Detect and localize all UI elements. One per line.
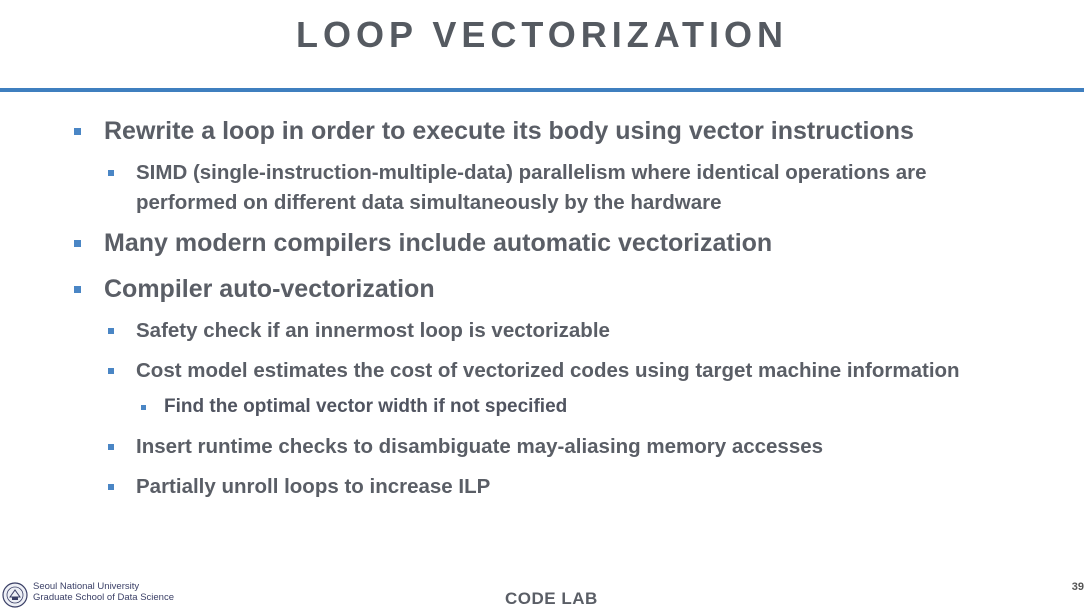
university-line-2: Graduate School of Data Science — [33, 592, 175, 603]
square-bullet-icon — [108, 328, 114, 334]
bullet-item — [70, 116, 1030, 146]
bullet-text: Cost model estimates the cost of vectorized codes using target machine information — [136, 359, 960, 382]
bullet-item — [70, 274, 1030, 304]
bullet-text: Insert runtime checks to disambiguate may-aliasing memory accesses — [136, 435, 824, 458]
bullet-text: Rewrite a loop in order to execute its body using vector instructions — [104, 117, 914, 145]
square-bullet-icon — [108, 484, 114, 490]
sub-bullet-item — [70, 472, 1030, 502]
sub-bullet-item — [70, 356, 1030, 386]
square-bullet-icon — [108, 444, 114, 450]
square-bullet-icon — [74, 286, 81, 293]
square-bullet-icon — [141, 405, 146, 410]
square-bullet-icon — [74, 240, 81, 247]
snu-seal-icon — [2, 582, 28, 608]
sub-bullet-item — [70, 158, 1030, 218]
sub-bullet-item — [70, 432, 1030, 462]
bullet-text: Safety check if an innermost loop is vectorizable — [136, 319, 610, 342]
bullet-text: Compiler auto-vectorization — [104, 275, 435, 303]
code-lab-label: CODE LAB — [505, 589, 598, 608]
university-name — [33, 581, 174, 603]
sub-bullet-item — [70, 316, 1030, 346]
sub-sub-bullet-item — [70, 394, 1030, 420]
square-bullet-icon — [108, 170, 114, 176]
bullet-text: Many modern compilers include automatic vectorization — [104, 229, 773, 257]
square-bullet-icon — [108, 368, 114, 374]
slide-title: LOOP VECTORIZATION — [295, 14, 789, 55]
title-divider — [0, 88, 1084, 92]
bullet-list — [70, 112, 1030, 502]
page-number: 39 — [1071, 581, 1084, 593]
square-bullet-icon — [74, 128, 81, 135]
bullet-text: Partially unroll loops to increase ILP — [136, 475, 491, 498]
slide-footer — [0, 578, 1084, 610]
university-line-1: Seoul National University — [33, 581, 140, 592]
bullet-text: SIMD (single-instruction-multiple-data) parallelism where identical operations are performed on different data simultaneously by the hardware — [136, 161, 927, 214]
bullet-text: Find the optimal vector width if not specified — [164, 396, 568, 417]
bullet-item — [70, 228, 1030, 258]
